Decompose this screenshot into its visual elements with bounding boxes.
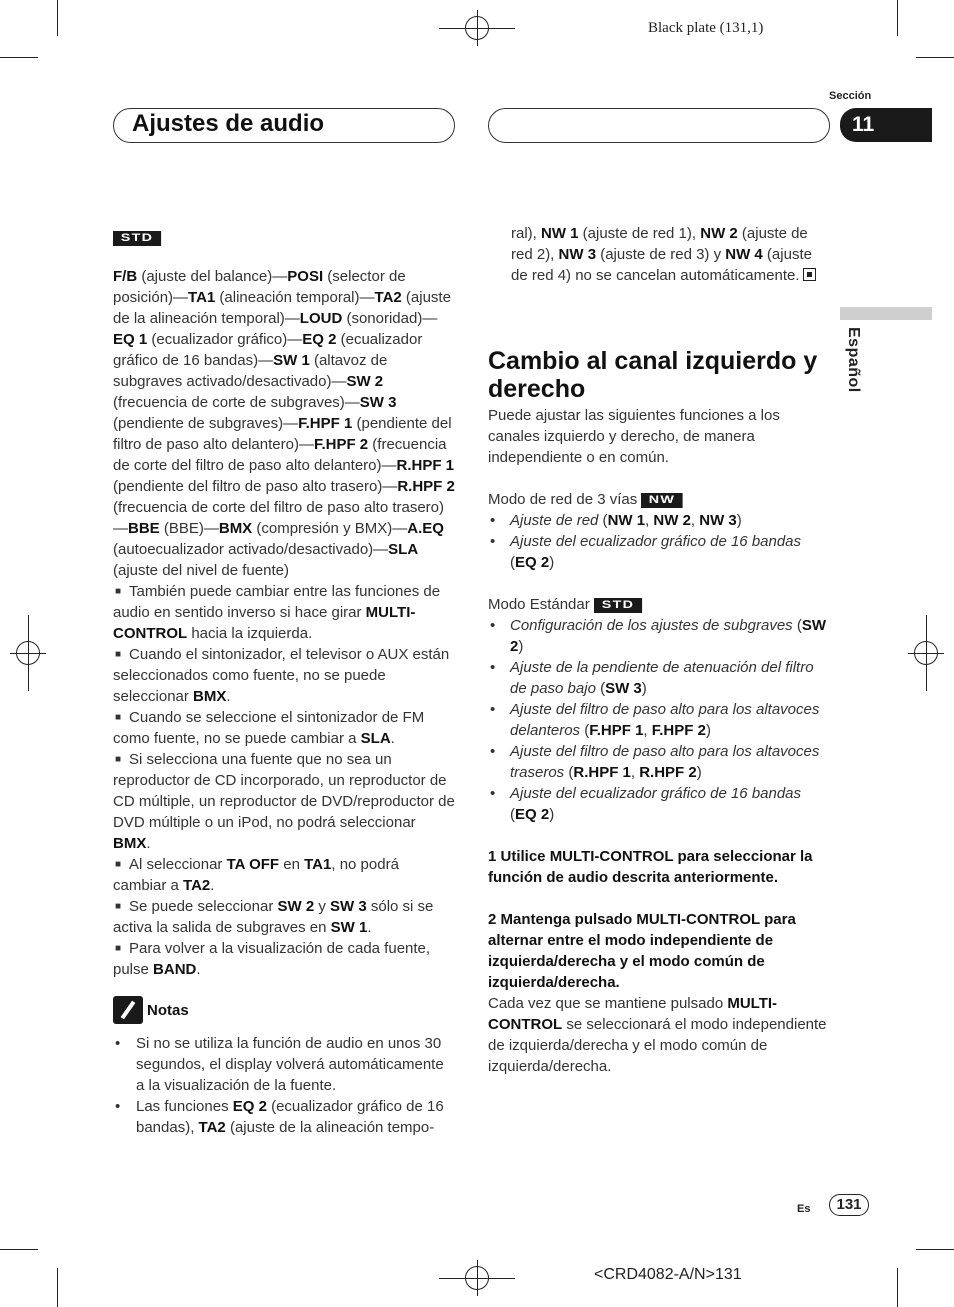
- right-main: [488, 347, 830, 1077]
- notes-header: [113, 996, 455, 1024]
- square-bullet-icon: ■: [115, 859, 122, 870]
- std-mode-label: Modo Estándar STD: [488, 594, 830, 615]
- registration-mark-icon: [908, 635, 944, 671]
- tip-item: ■ Se puede seleccionar SW 2 y SW 3 sólo si se activa la salida de subgraves en SW 1.: [113, 898, 434, 936]
- crop-mark: [0, 57, 38, 58]
- crop-mark: [916, 57, 954, 58]
- list-item: • Las funciones EQ 2 (ecualizador gráfico de 16 bandas), TA2 (ajuste de la alineación tempo-: [113, 1096, 455, 1138]
- page-number: 131: [829, 1194, 869, 1216]
- list-item: • Ajuste del filtro de paso alto para los altavoces traseros (R.HPF 1, R.HPF 2): [488, 741, 830, 783]
- list-item: • Ajuste del ecualizador gráfico de 16 bandas (EQ 2): [488, 531, 830, 573]
- std-mode-badge: STD: [594, 598, 642, 613]
- square-bullet-icon: ■: [115, 943, 122, 954]
- tip-item: ■ Cuando el sintonizador, el televisor o AUX están seleccionados como fuente, no se puede seleccionar BMX.: [113, 646, 450, 705]
- registration-mark-icon: [459, 1260, 495, 1296]
- list-item: • Ajuste del filtro de paso alto para los altavoces delanteros (F.HPF 1, F.HPF 2): [488, 699, 830, 741]
- list-item: • Ajuste de red (NW 1, NW 2, NW 3): [488, 510, 830, 531]
- crop-mark: [57, 1268, 58, 1307]
- tip-item: ■ Para volver a la visualización de cada fuente, pulse BAND.: [113, 940, 431, 978]
- tip-item: ■ Cuando se seleccione el sintonizador de FM como fuente, no se puede cambiar a SLA.: [113, 709, 425, 747]
- note-pencil-icon: [113, 996, 143, 1024]
- language-label: Español: [845, 327, 862, 393]
- list-item: • Ajuste de la pendiente de atenuación del filtro de paso bajo (SW 3): [488, 657, 830, 699]
- intro-text: Puede ajustar las siguientes funciones a los canales izquierdo y derecho, de manera independiente o en común.: [488, 407, 780, 466]
- step-2-body: Cada vez que se mantiene pulsado MULTI-CONTROL se seleccionará el modo independiente de izquierda/derecha y el modo común de izquierda/derecha.: [488, 995, 827, 1075]
- tip-item: ■ También puede cambiar entre las funciones de audio en sentido inverso si hace girar MULTI-CONTROL hacia la izquierda.: [113, 583, 441, 642]
- crop-mark: [897, 0, 898, 36]
- language-tab: [840, 307, 932, 320]
- square-bullet-icon: ■: [115, 712, 122, 723]
- registration-mark-icon: [10, 635, 46, 671]
- document-code: <CRD4082-A/N>131: [594, 1266, 742, 1283]
- square-bullet-icon: ■: [115, 586, 122, 597]
- tips-list: [113, 581, 455, 980]
- section-heading: Cambio al canal izquierdo y derecho: [488, 347, 818, 403]
- section-number-tab: 11: [840, 108, 932, 142]
- nw-mode-label: Modo de red de 3 vías NW: [488, 489, 830, 510]
- left-column: [113, 227, 455, 1138]
- list-item: • Ajuste del ecualizador gráfico de 16 bandas (EQ 2): [488, 783, 830, 825]
- list-item: • Si no se utiliza la función de audio en unos 30 segundos, el display volverá automáticamente a la visualización de la fuente.: [113, 1033, 455, 1096]
- section-label: Sección: [829, 90, 872, 102]
- registration-mark-icon: [459, 10, 495, 46]
- tip-item: ■ Si selecciona una fuente que no sea un reproductor de CD incorporado, un reproductor de CD múltiple, un reproductor de DVD/reproductor de DVD múltiple o un iPod, no podrá seleccionar BMX.: [113, 751, 455, 852]
- blank-title-box: [488, 108, 830, 143]
- section-title-box: [113, 108, 455, 143]
- notes-title: Notas: [147, 1001, 189, 1019]
- std-items-list: [488, 615, 830, 825]
- notes-list: [113, 1033, 455, 1138]
- std-mode-badge: STD: [113, 231, 161, 246]
- square-bullet-icon: ■: [115, 754, 122, 765]
- crop-mark: [57, 0, 58, 36]
- end-mark-icon: [803, 268, 816, 281]
- square-bullet-icon: ■: [115, 649, 122, 660]
- page-title: Ajustes de audio: [132, 110, 325, 137]
- crop-mark: [0, 1249, 38, 1250]
- crop-mark: [897, 1268, 898, 1307]
- step-1: 1 Utilice MULTI-CONTROL para seleccionar la función de audio descrita anteriormente.: [488, 848, 813, 886]
- list-item: • Configuración de los ajustes de subgraves (SW 2): [488, 615, 830, 657]
- nw-items-list: [488, 510, 830, 573]
- square-bullet-icon: ■: [115, 901, 122, 912]
- tip-item: ■ Al seleccionar TA OFF en TA1, no podrá cambiar a TA2.: [113, 856, 399, 894]
- continuation-text: ral), NW 1 (ajuste de red 1), NW 2 (ajuste de red 2), NW 3 (ajuste de red 3) y NW 4 (ajuste de red 4) no se cancelan automáticamente.: [511, 223, 831, 286]
- function-sequence: F/B (ajuste del balance)—POSI (selector de posición)—TA1 (alineación temporal)—TA2 (ajuste de la alineación temporal)—LOUD (sonoridad)—EQ 1 (ecualizador gráfico)—EQ 2 (ecualizador gráfico de 16 bandas)—SW 1 (altavoz de subgraves activado/desactivado)—SW 2 (frecuencia de corte de subgraves)—SW 3 (pendiente de subgraves)—F.HPF 1 (pendiente del filtro de paso alto delantero)—F.HPF 2 (frecuencia de corte del filtro de paso alto delantero)—R.HPF 1 (pendiente del filtro de paso alto trasero)—R.HPF 2 (frecuencia de corte del filtro de paso alto trasero)—BBE (BBE)—BMX (compresión y BMX)—A.EQ (autoecualizador activado/desactivado)—SLA (ajuste del nivel de fuente): [113, 268, 455, 579]
- crop-mark: [916, 1249, 954, 1250]
- right-column: [511, 223, 831, 286]
- nw-mode-badge: NW: [641, 493, 683, 508]
- footer-language: Es: [797, 1203, 811, 1215]
- step-2: 2 Mantenga pulsado MULTI-CONTROL para alternar entre el modo independiente de izquierda/derecha y el modo común de izquierda/derecha.: [488, 911, 796, 991]
- plate-label: Black plate (131,1): [648, 20, 764, 36]
